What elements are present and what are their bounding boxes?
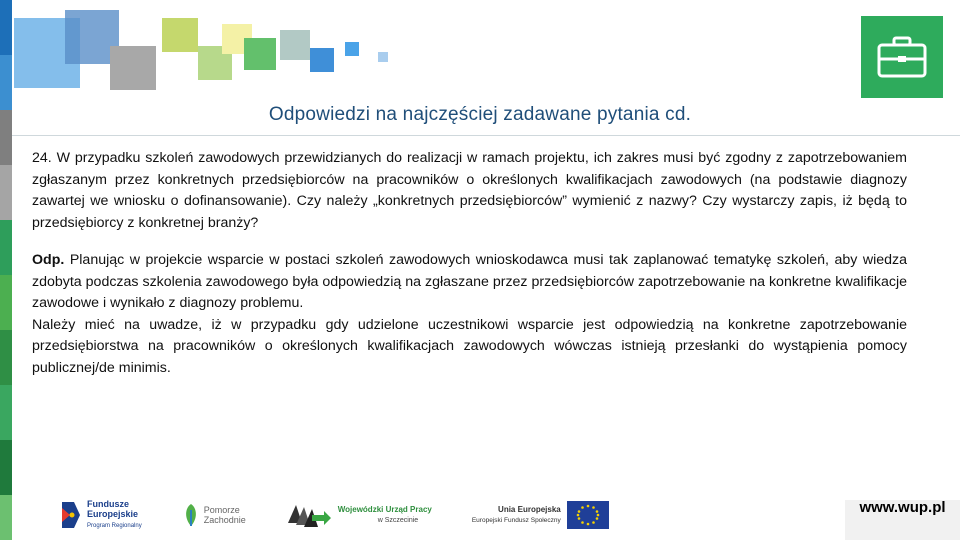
left-color-strip	[0, 0, 12, 540]
logo1-line3: Program Regionalny	[87, 523, 142, 529]
logo-wup-szczecin	[286, 501, 432, 529]
logo2-line2: Zachodnie	[203, 515, 246, 525]
logo3-line1: Wojewódzki Urząd Pracy	[337, 504, 432, 514]
question-text: 24. W przypadku szkoleń zawodowych przewidzianych do realizacji w ramach projektu, ich zakres musi być zgodny z zapotrzebowaniem zgłaszanym przez konkretnych przedsiębiorców na pracowników o określonych kwalifikacjach zawodowych (na podstawie diagnozy zawartej we wniosku o dofinansowanie). Czy należy „konkretnych przedsiębiorców” wymienić z nazwy? Czy wystarczy zapis, iż będą to przedsiębiorcy z konkretnej branży?	[32, 150, 907, 231]
briefcase-icon	[876, 35, 928, 79]
answer-text-1: Planując w projekcie wsparcie w postaci szkoleń zawodowych wnioskodawca musi tak zaplanować tematykę szkoleń, aby wiedza zdobyta podczas szkolenia zawodowego była odpowiedzią na zgłaszane przez przedsiębiorców zapotrzebowanie na konkretne kwalifikacje zawodowe i wynikało z diagnozy problemu.	[32, 252, 907, 311]
wup-logo-icon	[286, 501, 332, 529]
answer-paragraph-2: Należy mieć na uwadze, iż w przypadku gdy udzielone uczestnikowi wsparcie jest odpowiedzią na konkretne zapotrzebowanie przedsiębiorstwa na pracowników o określonych kwalifikacjach zawodowych wówczas istnieją przesłanki do wystąpienia pomocy publicznej/de minimis.	[32, 316, 907, 376]
eu-flag-icon	[567, 501, 609, 529]
content-area	[32, 148, 907, 379]
answer-label: Odp.	[32, 252, 65, 268]
logo1-line1: Fundusze	[87, 499, 129, 509]
fe-logo-icon	[60, 500, 82, 530]
answer-paragraph-1	[32, 250, 907, 315]
logo-unia-europejska	[472, 501, 609, 529]
page-title: Odpowiedzi na najczęściej zadawane pytania cd.	[268, 104, 692, 125]
logo-pomorze-zachodnie	[182, 502, 246, 528]
logo3-line2: w Szczecinie	[377, 516, 419, 524]
logo4-line1: Unia Europejska	[498, 504, 561, 514]
logo2-line1: Pomorze	[203, 505, 240, 515]
logo4-line2: Europejski Fundusz Społeczny	[471, 516, 561, 524]
title-divider	[12, 135, 960, 136]
website-url[interactable]: www.wup.pl	[845, 500, 960, 540]
footer-logos	[60, 494, 649, 536]
logo1-line2: Europejskie	[87, 509, 139, 519]
briefcase-tile	[861, 16, 943, 98]
pomorze-leaf-icon	[182, 502, 200, 528]
logo-fundusze-europejskie	[60, 499, 142, 531]
